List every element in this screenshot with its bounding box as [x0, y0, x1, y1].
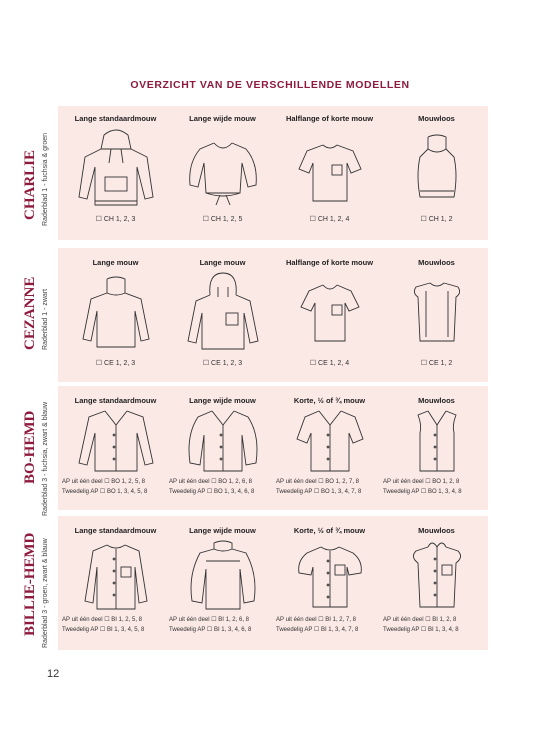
pattern-reference: AP uit één deel ☐ BI 1, 2, 6, 8 [169, 617, 249, 623]
billie-short-sleeve-illustration [285, 535, 375, 615]
model-label: Korte, ½ of ¾ mouw [293, 526, 366, 535]
model-label: Lange wijde mouw [189, 526, 256, 535]
pattern-reference: AP uit één deel ☐ BO 1, 2, 6, 8 [169, 479, 252, 485]
model-card [383, 396, 490, 497]
wide-sleeve-top-illustration [178, 123, 268, 215]
model-label: Lange mouw [92, 258, 139, 267]
model-subtitle: Raderblad 1 - zwart [42, 288, 49, 350]
model-label: Korte, ½ of ¾ mouw [293, 396, 366, 405]
model-label: Lange standaardmouw [74, 526, 157, 535]
pattern-reference: Tweedelig AP ☐ BO 1, 3, 4, 8 [383, 489, 462, 495]
model-card [169, 114, 276, 223]
short-sleeve-tshirt-illustration [285, 267, 375, 359]
short-sleeve-top-illustration [285, 123, 375, 215]
pattern-reference: AP uit één deel ☐ BI 1, 2, 5, 8 [62, 617, 142, 623]
model-card [62, 114, 169, 223]
shirt-sleeveless-illustration [392, 405, 482, 477]
pattern-reference: AP uit één deel ☐ BI 1, 2, 7, 8 [276, 617, 356, 623]
page-number: 12 [47, 668, 60, 680]
shirt-wide-sleeve-illustration [178, 405, 268, 477]
pattern-reference: Tweedelig AP ☐ BI 1, 3, 4, 7, 8 [276, 627, 359, 633]
row-label-billie-hemd [14, 518, 54, 650]
model-subtitle: Raderblad 1 - fuchsia & groen [42, 133, 49, 226]
pattern-reference: Tweedelig AP ☐ BO 1, 3, 4, 5, 8 [62, 489, 148, 495]
pattern-reference: Tweedelig AP ☐ BO 1, 3, 4, 6, 8 [169, 489, 255, 495]
model-label: Mouwloos [418, 396, 455, 405]
pattern-reference: Tweedelig AP ☐ BI 1, 3, 4, 6, 8 [169, 627, 252, 633]
pattern-reference: Tweedelig AP ☐ BI 1, 3, 4, 5, 8 [62, 627, 145, 633]
pattern-reference: AP uit één deel ☐ BI 1, 2, 8 [383, 617, 457, 623]
page-title: OVERZICHT VAN DE VERSCHILLENDE MODELLEN [130, 79, 410, 91]
model-card [169, 258, 276, 367]
model-name: BO-HEMD [22, 410, 38, 484]
billie-long-sleeve-illustration [71, 535, 161, 615]
model-card [169, 396, 276, 497]
billie-wide-sleeve-illustration [178, 535, 268, 615]
model-card [169, 526, 276, 635]
pattern-reference: ☐ CE 1, 2 [420, 360, 453, 367]
billie-sleeveless-illustration [392, 535, 482, 615]
model-card [62, 526, 169, 635]
model-label: Halflange of korte mouw [285, 114, 374, 123]
model-subtitle: Raderblad 3 - fuchsia, zwart & blauw [42, 402, 49, 516]
model-label: Lange wijde mouw [189, 114, 256, 123]
model-label: Mouwloos [418, 526, 455, 535]
row-label-bo-hemd [14, 388, 54, 518]
model-card [276, 396, 383, 497]
sleeveless-ruffle-top-illustration [392, 267, 482, 359]
pattern-reference: AP uit één deel ☐ BO 1, 2, 8 [383, 479, 460, 485]
model-card [62, 396, 169, 497]
pattern-reference: ☐ CE 1, 2, 4 [309, 360, 350, 367]
model-label: Lange standaardmouw [74, 114, 157, 123]
model-card [62, 258, 169, 367]
pattern-reference: Tweedelig AP ☐ BI 1, 3, 4, 8 [383, 627, 459, 633]
pattern-reference: ☐ CE 1, 2, 3 [95, 360, 136, 367]
model-label: Lange wijde mouw [189, 396, 256, 405]
model-card [276, 114, 383, 223]
model-subtitle: Raderblad 3 - groen, zwart & blauw [42, 538, 49, 648]
model-row-charlie [58, 106, 488, 240]
pattern-reference: Tweedelig AP ☐ BO 1, 3, 4, 7, 8 [276, 489, 362, 495]
model-card [383, 114, 490, 223]
hoodie-illustration [71, 123, 161, 215]
model-row-cezanne [58, 248, 488, 382]
pattern-reference: ☐ CE 1, 2, 3 [202, 360, 243, 367]
pattern-reference: ☐ CH 1, 2, 4 [309, 216, 350, 223]
model-card [383, 258, 490, 367]
model-row-billie-hemd [58, 516, 488, 650]
model-label: Mouwloos [418, 258, 455, 267]
model-card [383, 526, 490, 635]
hooded-top-illustration [178, 267, 268, 359]
model-card [276, 526, 383, 635]
pattern-reference: ☐ CH 1, 2, 5 [202, 216, 243, 223]
turtleneck-illustration [71, 267, 161, 359]
sleeveless-top-illustration [392, 123, 482, 215]
row-label-cezanne [14, 250, 54, 380]
row-label-charlie [14, 108, 54, 238]
pattern-reference: ☐ CH 1, 2, 3 [95, 216, 136, 223]
model-name: CHARLIE [22, 149, 38, 220]
shirt-long-sleeve-illustration [71, 405, 161, 477]
model-label: Halflange of korte mouw [285, 258, 374, 267]
model-card [276, 258, 383, 367]
model-name: BILLIE-HEMD [22, 532, 38, 636]
model-label: Lange mouw [199, 258, 246, 267]
model-row-bo-hemd [58, 386, 488, 510]
pattern-reference: AP uit één deel ☐ BO 1, 2, 5, 8 [62, 479, 145, 485]
model-label: Mouwloos [418, 114, 455, 123]
model-name: CEZANNE [22, 276, 38, 350]
pattern-reference: ☐ CH 1, 2 [420, 216, 453, 223]
shirt-short-sleeve-illustration [285, 405, 375, 477]
pattern-reference: AP uit één deel ☐ BO 1, 2, 7, 8 [276, 479, 359, 485]
model-label: Lange standaardmouw [74, 396, 157, 405]
